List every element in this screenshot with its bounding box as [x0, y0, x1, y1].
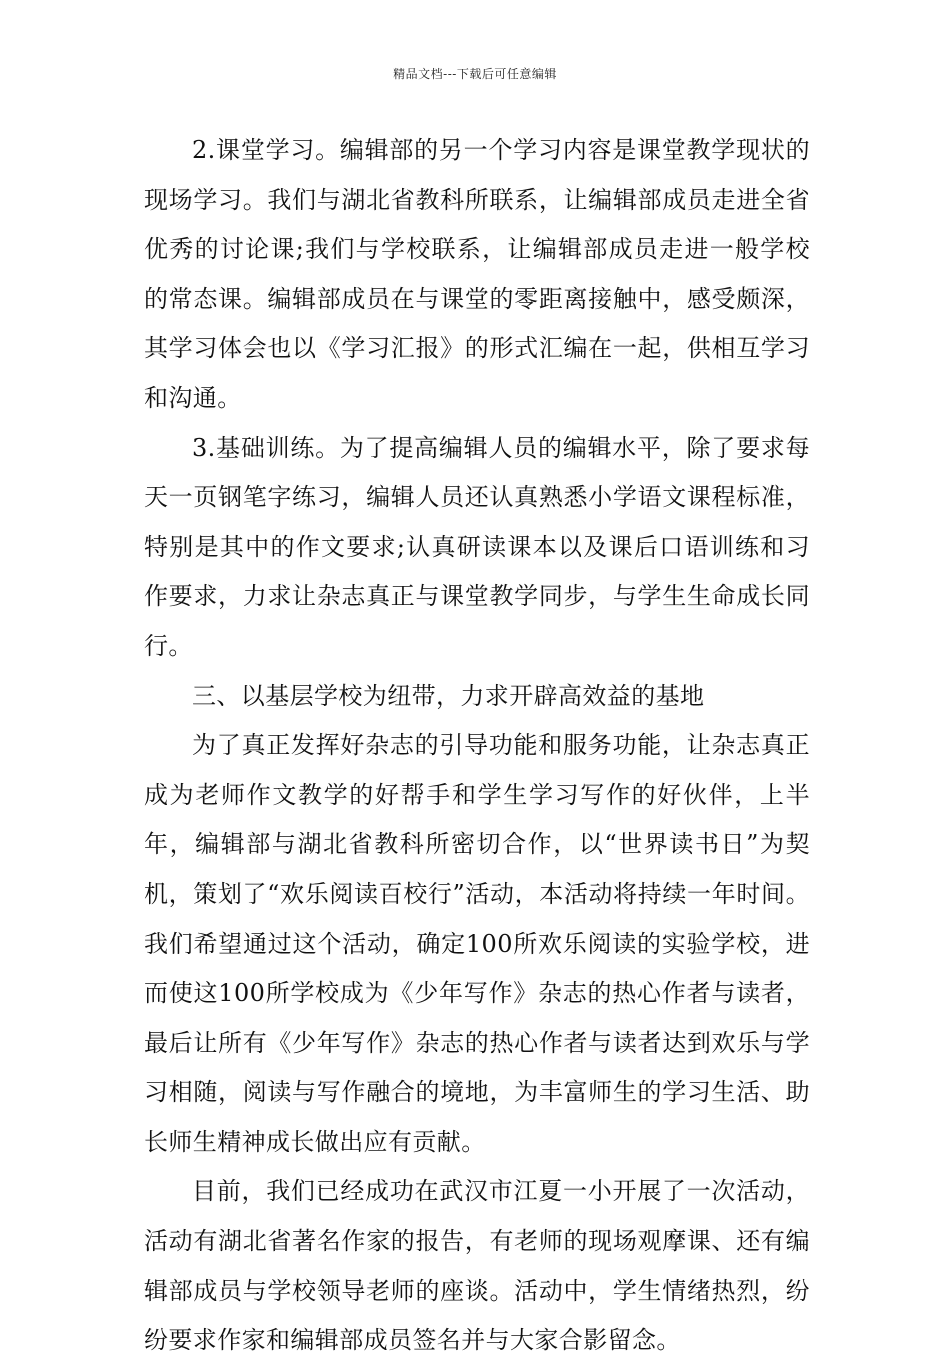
- paragraph-basic-training: 3.基础训练。为了提高编辑人员的编辑水平，除了要求每天一页钢笔字练习，编辑人员还认真熟悉小学语文课程标准，特别是其中的作文要求;认真研读课本以及课后口语训练和习作要求，力求让杂志真正与课堂教学同步，与学生生命成长同行。: [144, 433, 810, 660]
- document-body: [144, 126, 810, 1366]
- paragraph-current-progress: 目前，我们已经成功在武汉市江夏一小开展了一次活动，活动有湖北省著名作家的报告，有老师的现场观摩课、还有编辑部成员与学校领导老师的座谈。活动中，学生情绪热烈，纷纷要求作家和编辑部成员签名并与大家合影留念。: [144, 1177, 810, 1355]
- page-header: 精品文档---下载后可任意编辑: [393, 67, 557, 81]
- paragraph-classroom-learning: 2.课堂学习。编辑部的另一个学习内容是课堂教学现状的现场学习。我们与湖北省教科所联系，让编辑部成员走进全省优秀的讨论课;我们与学校联系，让编辑部成员走进一般学校的常态课。编辑部成员在与课堂的零距离接触中，感受颇深，其学习体会也以《学习汇报》的形式汇编在一起，供相互学习和沟通。: [144, 136, 810, 412]
- paragraph-reading-campaign: 为了真正发挥好杂志的引导功能和服务功能，让杂志真正成为老师作文教学的好帮手和学生学习写作的好伙伴，上半年，编辑部与湖北省教科所密切合作，以“世界读书日”为契机，策划了“欢乐阅读百校行”活动，本活动将持续一年时间。我们希望通过这个活动，确定100所欢乐阅读的实验学校，进而使这100所学校成为《少年写作》杂志的热心作者与读者，最后让所有《少年写作》杂志的热心作者与读者达到欢乐与学习相随，阅读与写作融合的境地，为丰富师生的学习生活、助长师生精神成长做出应有贡献。: [144, 731, 810, 1156]
- section-heading-grassroots-schools: 三、以基层学校为纽带，力求开辟高效益的基地: [192, 681, 705, 710]
